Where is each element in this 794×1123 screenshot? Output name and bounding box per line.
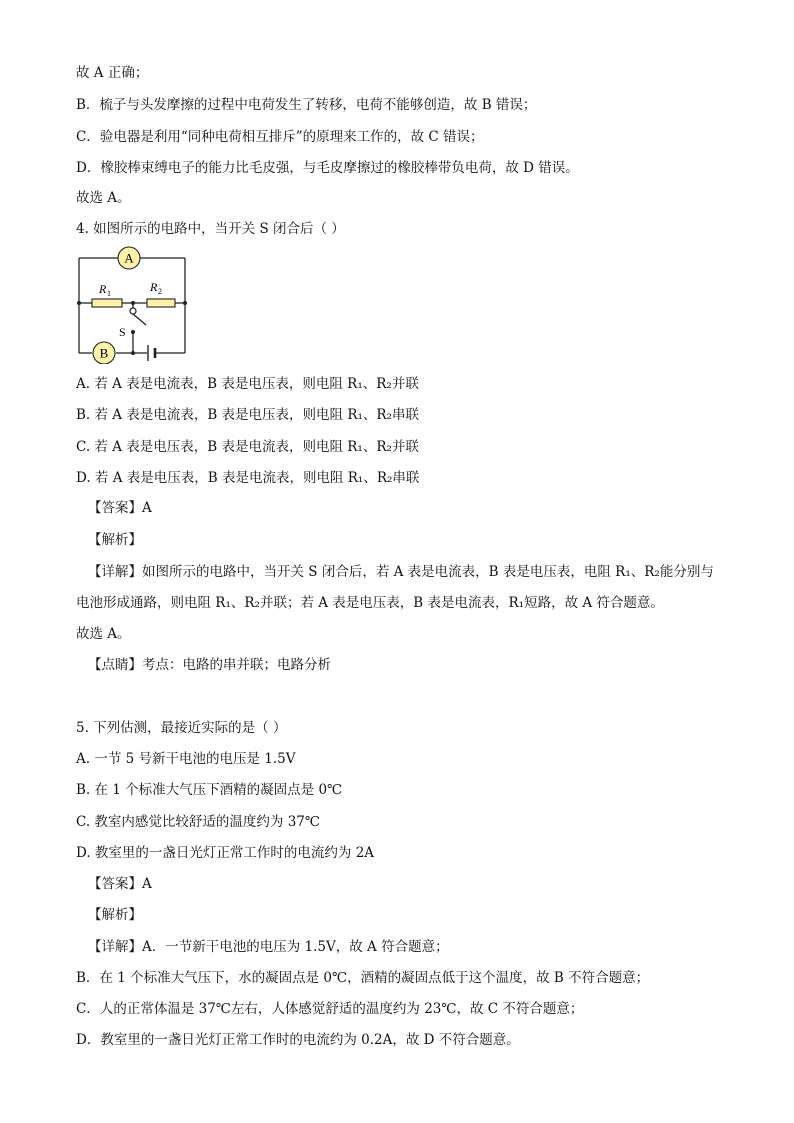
text-line: C．验电器是利用“同种电荷相互排斥”的原理来工作的，故 C 错误； (76, 129, 484, 145)
text-line: B．在 1 个标准大气压下，水的凝固点是 0℃，酒精的凝固点低于这个温度，故 B 不符合题意； (76, 970, 650, 986)
analysis-label: 【解析】 (88, 907, 142, 923)
switch-node (131, 330, 135, 334)
note-line: 【点睛】考点：电路的串并联；电路分析 (88, 657, 331, 673)
battery-icon (148, 345, 155, 361)
option-a: A. 一节 5 号新干电池的电压是 1.5V (76, 751, 296, 767)
option-d: D. 教室里的一盏日光灯正常工作时的电流约为 2A (76, 845, 375, 861)
text-line: C．人的正常体温是 37℃左右，人体感觉舒适的温度约为 23℃，故 C 不符合题意； (76, 1001, 584, 1017)
detailed-explanation: 【详解】如图所示的电路中，当开关 S 闭合后，若 A 表是电流表，B 表是电压表，电阻 R₁、R₂能分别与 (88, 564, 714, 580)
circuit-diagram (72, 244, 192, 364)
switch-contact (130, 308, 136, 314)
text-line: 故 A 正确； (76, 65, 149, 81)
question-4-stem: 4. 如图所示的电路中，当开关 S 闭合后（ ） (76, 221, 345, 237)
text-line: D．教室里的一盏日光灯正常工作时的电流约为 0.2A，故 D 不符合题意。 (76, 1032, 520, 1048)
answer-label: 【答案】A (88, 876, 152, 892)
resistor-r1 (92, 299, 122, 307)
r1-label: R (99, 282, 107, 296)
switch-label: S (119, 325, 126, 339)
meter-b-label: B (99, 345, 109, 361)
text-line: 故选 A。 (76, 190, 131, 206)
text-line: 故选 A。 (76, 626, 131, 642)
r2-label: R (150, 280, 158, 294)
detailed-explanation: 【详解】A．一节新干电池的电压为 1.5V，故 A 符合题意； (88, 939, 449, 955)
text-line: 电池形成通路，则电阻 R₁、R₂并联；若 A 表是电压表，B 表是电流表，R₁短路，故 A 符合题意。 (76, 595, 664, 611)
r1-subscript: 1 (107, 289, 111, 298)
answer-label: 【答案】A (88, 500, 152, 516)
text-line: B．梳子与头发摩擦的过程中电荷发生了转移，电荷不能够创造，故 B 错误； (76, 97, 537, 113)
option-a: A. 若 A 表是电流表，B 表是电压表，则电阻 R₁、R₂并联 (76, 376, 419, 392)
junction-left (77, 301, 81, 305)
option-c: C. 教室内感觉比较舒适的温度约为 37℃ (76, 814, 321, 830)
question-5-stem: 5. 下列估测，最接近实际的是（ ） (76, 720, 287, 736)
option-b: B. 若 A 表是电流表，B 表是电压表，则电阻 R₁、R₂串联 (76, 407, 419, 423)
junction-right (183, 301, 187, 305)
junction-middle (131, 301, 135, 305)
option-c: C. 若 A 表是电压表，B 表是电流表，则电阻 R₁、R₂并联 (76, 439, 419, 455)
analysis-label: 【解析】 (88, 532, 142, 548)
option-d: D. 若 A 表是电压表，B 表是电流表，则电阻 R₁、R₂串联 (76, 470, 420, 486)
meter-a-label: A (124, 250, 134, 266)
junction-bottom (131, 351, 135, 355)
text-line: D．橡胶棒束缚电子的能力比毛皮强，与毛皮摩擦过的橡胶棒带负电荷，故 D 错误。 (76, 160, 579, 176)
resistor-r2 (147, 299, 175, 307)
option-b: B. 在 1 个标准大气压下酒精的凝固点是 0℃ (76, 782, 343, 798)
r2-subscript: 2 (158, 287, 162, 296)
